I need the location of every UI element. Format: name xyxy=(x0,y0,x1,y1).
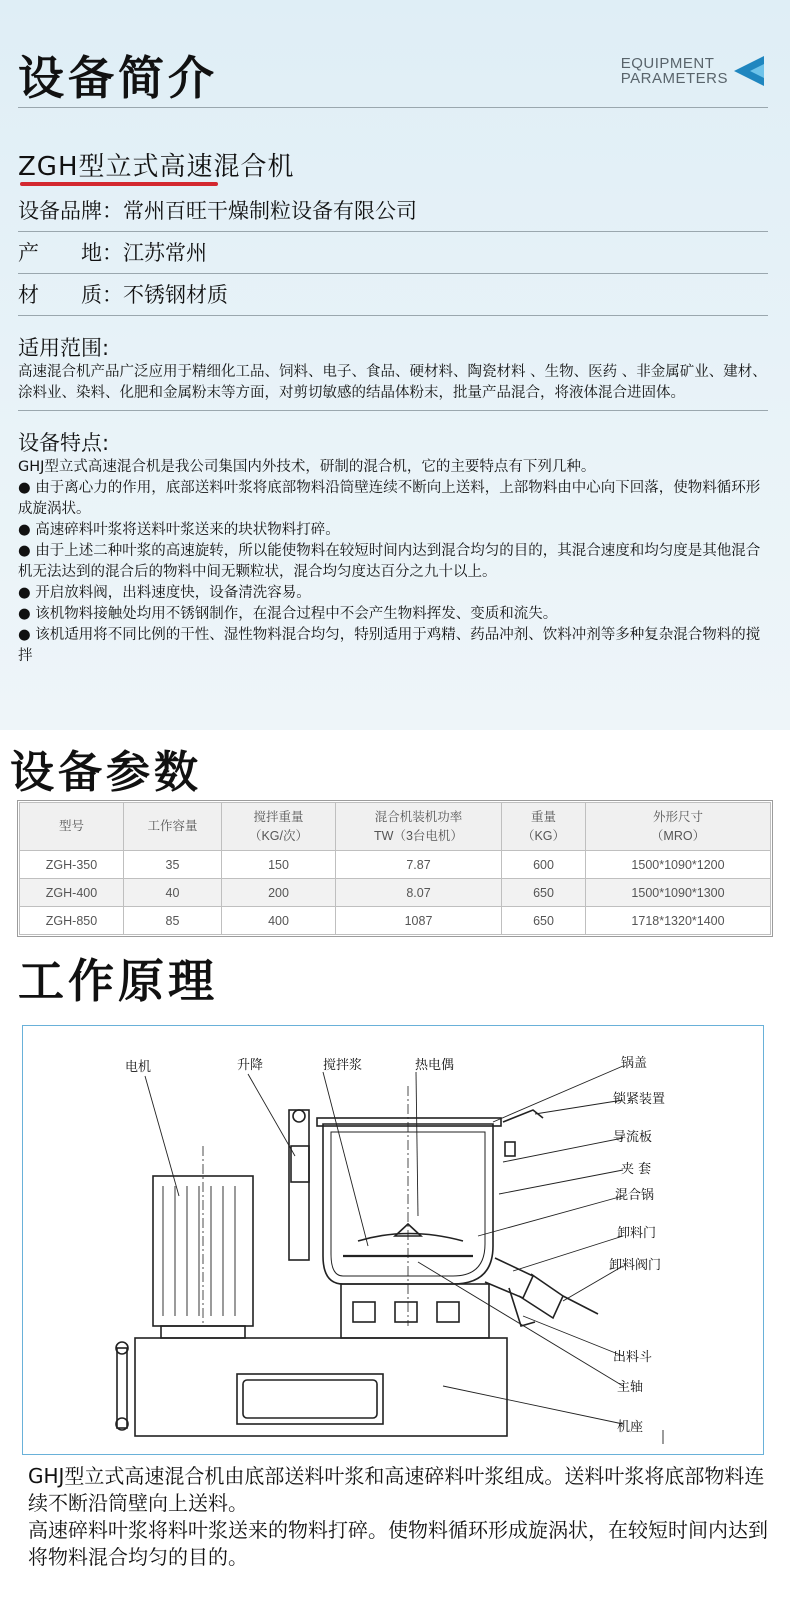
equipment-parameters-label xyxy=(621,56,728,86)
table-row xyxy=(20,851,771,879)
label-main-shaft: 主轴 xyxy=(617,1380,644,1395)
lock-device xyxy=(503,1110,543,1122)
model-name-underline xyxy=(20,182,218,186)
features-heading: 设备特点: xyxy=(18,431,110,455)
label-thermocouple: 热电偶 xyxy=(415,1058,455,1073)
table-cell: 8.07 xyxy=(336,879,502,907)
intro-section xyxy=(0,0,790,730)
info-row-material: 材 质：不锈钢材质 xyxy=(18,274,768,316)
params-title: 设备参数 xyxy=(10,747,202,798)
label-lift: 升降 xyxy=(237,1058,264,1073)
equipment-label-line2: PARAMETERS xyxy=(620,70,728,87)
table-cell: 1718*1320*1400 xyxy=(586,907,771,935)
intro-header xyxy=(18,0,768,108)
stir-paddle xyxy=(358,1234,463,1242)
table-cell: 200 xyxy=(222,879,336,907)
feature-item: ● 开启放料阀，出料速度快，设备清洗容易。 xyxy=(18,585,311,601)
model-name xyxy=(18,146,768,190)
feature-item: ● 由于离心力的作用，底部送料叶浆将底部物料沿筒壁连续不断向上送料，上部物料由中心向下回落，使物料循环形成旋涡状。 xyxy=(18,480,761,517)
usage-heading: 适用范围: xyxy=(18,336,110,360)
lid-outline xyxy=(317,1118,501,1126)
table-cell: 1500*1090*1300 xyxy=(586,879,771,907)
label-baffle: 导流板 xyxy=(613,1130,653,1145)
label-mixing-pot: 混合锅 xyxy=(615,1188,655,1203)
principle-description-p1: GHJ型立式高速混合机由底部送料叶浆和高速碎料叶浆组成。送料叶浆将底部物料连续不断沿筒壁向上送料。 xyxy=(28,1464,765,1515)
params-table-frame xyxy=(17,800,773,937)
header-model: 型号 xyxy=(20,803,124,851)
base-plate-inner xyxy=(243,1380,377,1418)
params-table xyxy=(19,802,771,935)
label-jacket: 夹 套 xyxy=(621,1162,652,1177)
header-capacity: 工作容量 xyxy=(124,803,222,851)
header-dimensions: 外形尺寸 （MRO） xyxy=(586,803,771,851)
label-stir-paddle: 搅拌浆 xyxy=(323,1058,363,1073)
info-row-origin: 产 地：江苏常州 xyxy=(18,232,768,274)
table-cell: 600 xyxy=(502,851,586,879)
table-row xyxy=(20,907,771,935)
feature-item: ● 由于上述二种叶浆的高速旋转，所以能使物料在较短时间内达到混合均匀的目的，其混合速度和均匀度是其他混合机无法达到的混合后的物料中间无颗粒状，混合均匀度达百分之九十以上。 xyxy=(18,543,761,580)
table-cell: 650 xyxy=(502,879,586,907)
intro-title: 设备简介 xyxy=(18,51,218,105)
base-plate-outer xyxy=(237,1374,383,1424)
equipment-label-line1: EQUIPMENT xyxy=(620,55,715,72)
table-cell: 7.87 xyxy=(336,851,502,879)
table-cell: 35 xyxy=(124,851,222,879)
label-lid: 锅盖 xyxy=(621,1056,648,1071)
table-cell: 400 xyxy=(222,907,336,935)
feature-item: ● 该机适用将不同比例的干性、湿性物料混合均匀，特别适用于鸡精、药品冲剂、饮料冲剂等多种复杂混合物料的搅拌 xyxy=(18,627,761,664)
label-discharge-door: 卸料门 xyxy=(617,1226,657,1241)
table-cell: 150 xyxy=(222,851,336,879)
table-cell: ZGH-350 xyxy=(20,851,124,879)
header-power: 混合机装机功率 TW（3台电机） xyxy=(336,803,502,851)
label-lock: 锁紧装置 xyxy=(613,1092,666,1107)
header-stir-weight: 搅拌重量 （KG/次） xyxy=(222,803,336,851)
label-base: 机座 xyxy=(617,1420,644,1435)
params-header-row xyxy=(20,803,771,851)
table-cell: 40 xyxy=(124,879,222,907)
table-cell: ZGH-850 xyxy=(20,907,124,935)
principle-section xyxy=(0,937,790,1571)
principle-description-p2: 高速碎料叶浆将料叶浆送来的物料打碎。使物料循环形成旋涡状，在较短时间内达到将物料混合均匀的目的。 xyxy=(28,1518,768,1569)
feature-item: ● 高速碎料叶浆将送料叶浆送来的块状物料打碎。 xyxy=(18,522,340,538)
model-name-text: ZGH型立式高速混合机 xyxy=(18,152,295,182)
feature-item: ● 该机物料接触处均用不锈钢制作，在混合过程中不会产生物料挥发、变质和流失。 xyxy=(18,606,558,622)
usage-text: 高速混合机产品广泛应用于精细化工品、饲料、电子、食品、硬材料、陶瓷材料 、生物、医药 、非金属矿业、建材、涂料业、染料、化肥和金属粉末等方面，对剪切敏感的结晶体粉末，批量产品混合，将液体混合进固体。 xyxy=(18,362,768,411)
info-row-brand: 设备品牌：常州百旺干燥制粒设备有限公司 xyxy=(18,190,768,232)
table-row xyxy=(20,879,771,907)
label-discharge-valve: 卸料阀门 xyxy=(609,1258,662,1273)
label-motor: 电机 xyxy=(125,1060,152,1075)
lift-column xyxy=(117,1348,127,1428)
principle-title: 工作原理 xyxy=(18,954,218,1008)
features-intro: GHJ型立式高速混合机是我公司集国内外技术，研制的混合机，它的主要特点有下列几种。 xyxy=(18,459,596,475)
label-outlet-hopper: 出料斗 xyxy=(613,1350,653,1365)
header-weight: 重量 （KG） xyxy=(502,803,586,851)
params-section xyxy=(0,730,790,937)
table-cell: 85 xyxy=(124,907,222,935)
discharge-door xyxy=(485,1258,533,1298)
principle-description xyxy=(0,1455,790,1571)
table-cell: 650 xyxy=(502,907,586,935)
table-cell: 1087 xyxy=(336,907,502,935)
base-outline xyxy=(135,1338,507,1436)
table-cell: 1500*1090*1200 xyxy=(586,851,771,879)
table-cell: ZGH-400 xyxy=(20,879,124,907)
mixer-diagram xyxy=(22,1025,764,1455)
triangle-arrow-inner-icon xyxy=(750,64,764,78)
